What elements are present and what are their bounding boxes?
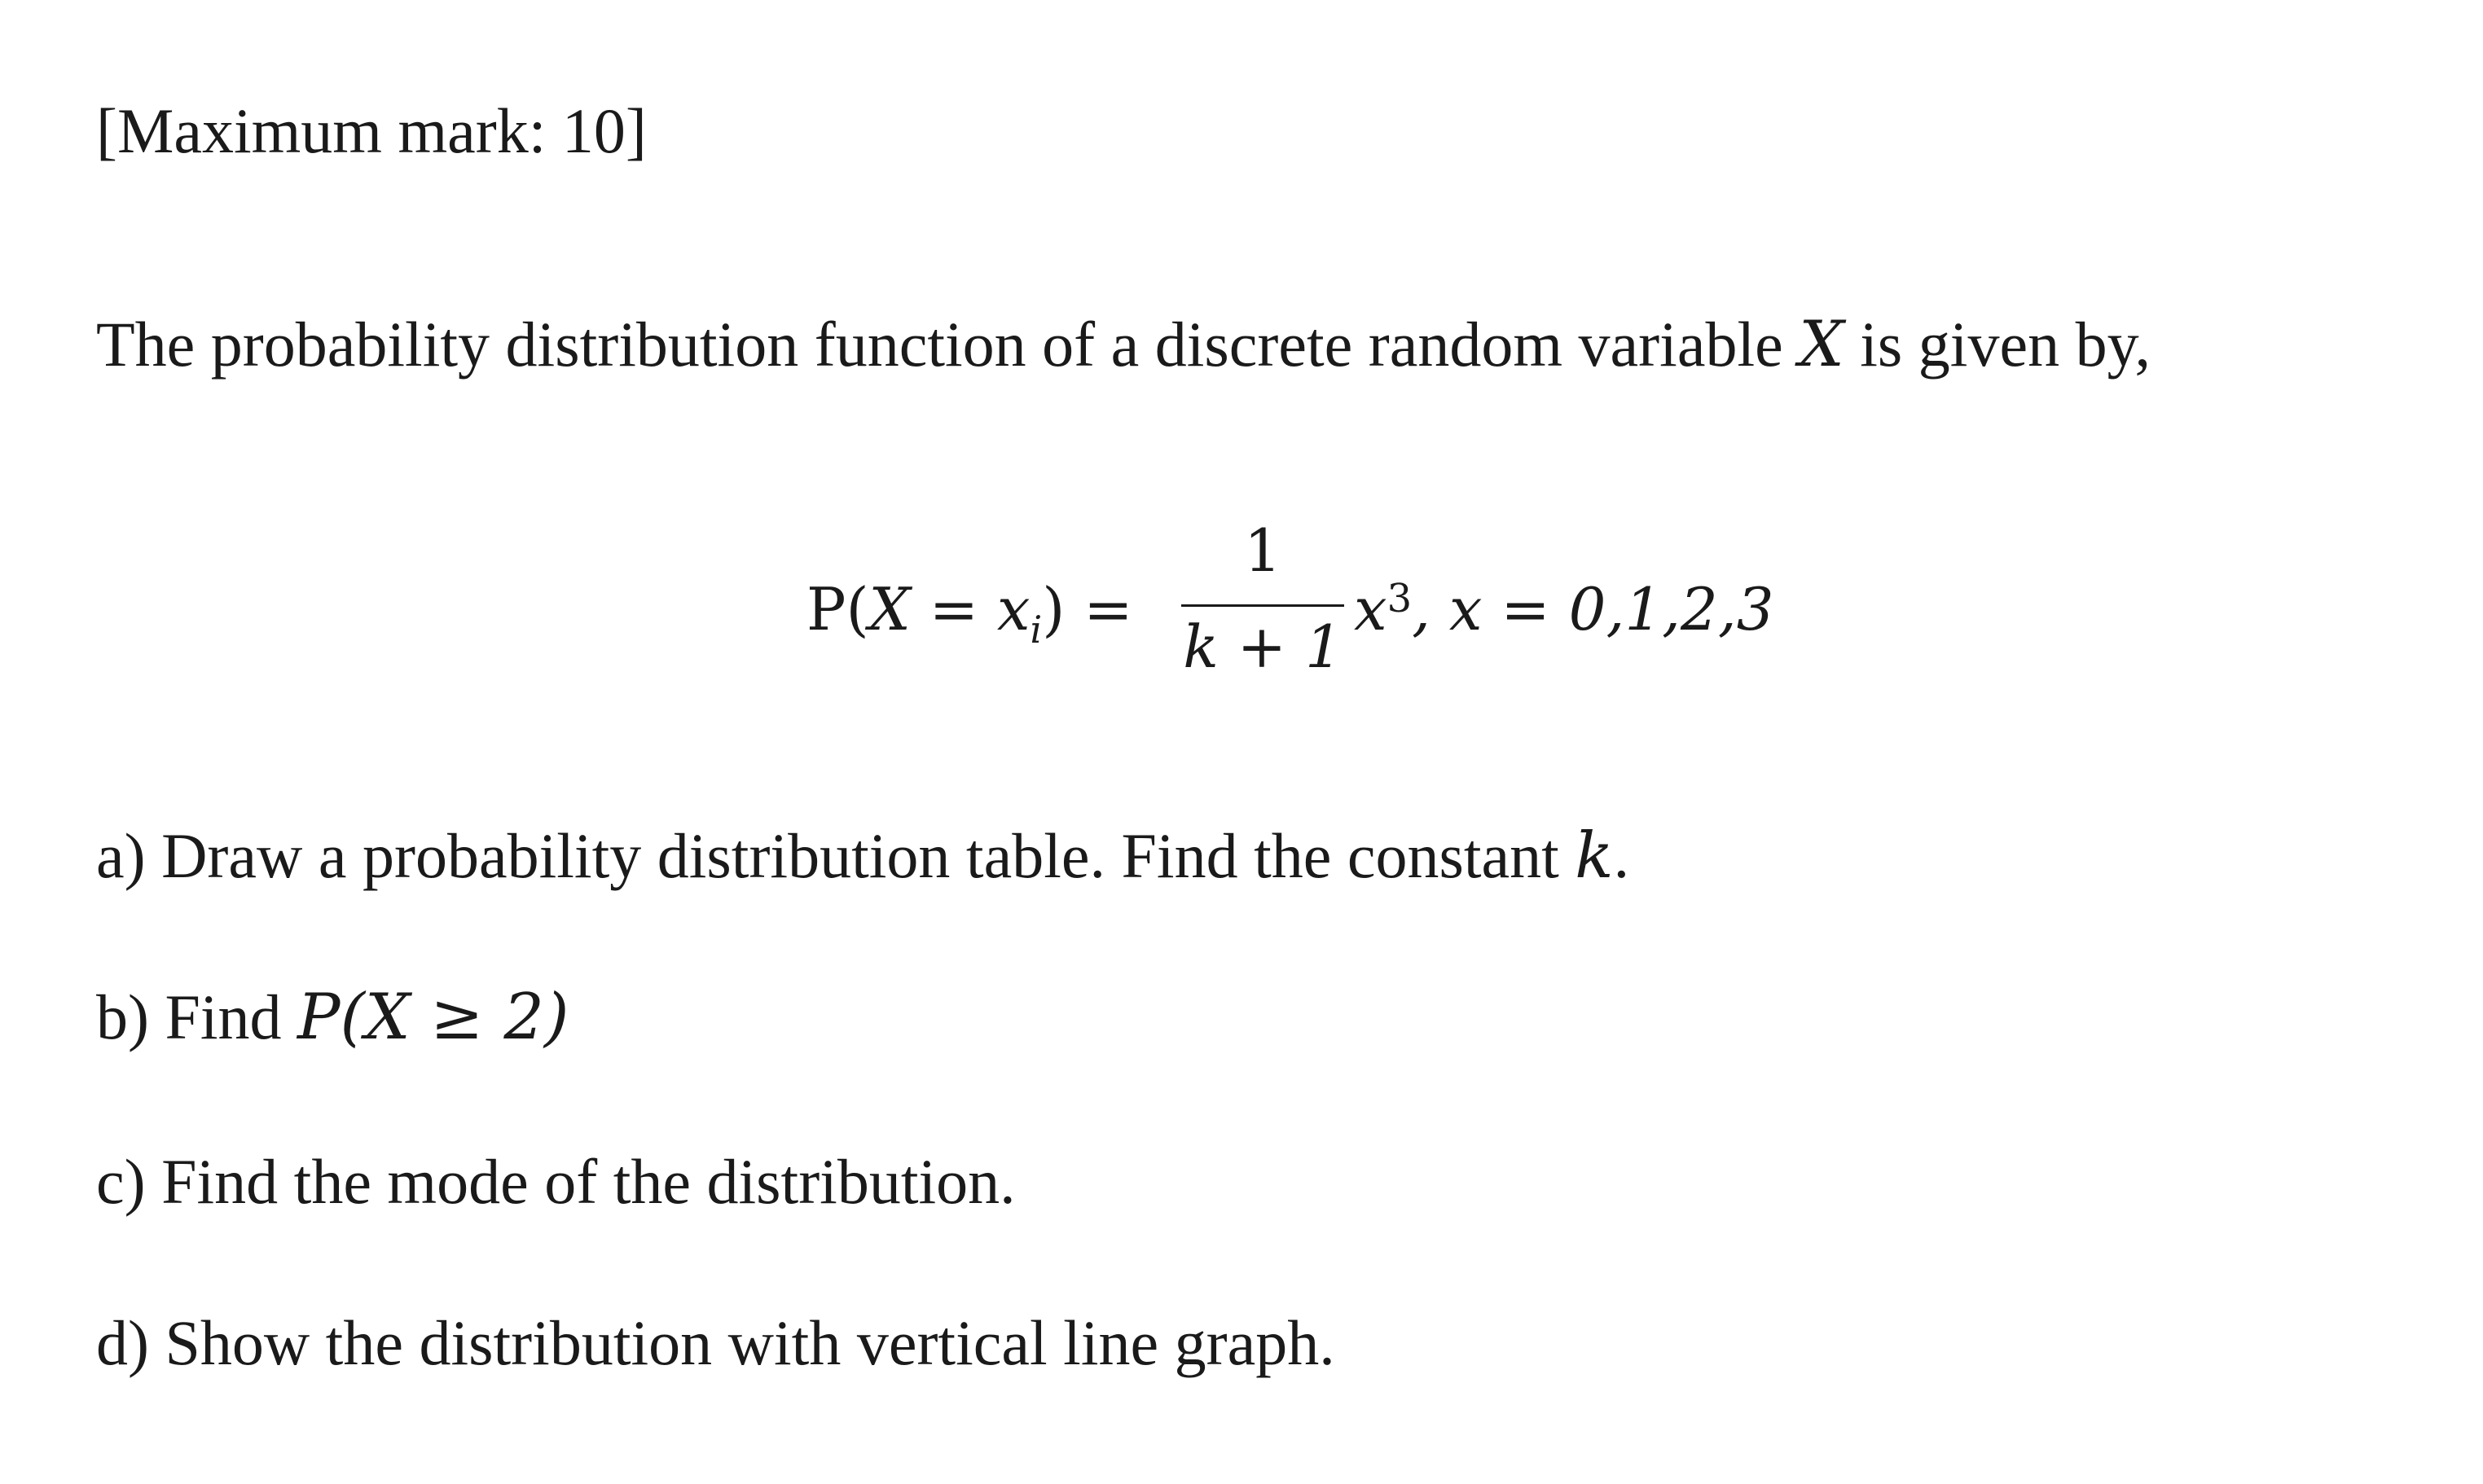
intro-variable: X — [1799, 308, 1844, 381]
part-b-math: P(X ≥ 2) — [297, 981, 569, 1054]
part-d — [96, 1307, 1335, 1378]
equation-fraction — [1181, 516, 1344, 684]
part-a-math: k — [1575, 819, 1614, 893]
maximum-mark-heading — [96, 95, 647, 166]
eq-lhs-subscript: i — [1030, 608, 1043, 652]
part-a-text: a) Draw a probability distribution table. Find the constant — [96, 820, 1575, 891]
part-d-text: d) Show the distribution with vertical line graph. — [96, 1307, 1335, 1378]
eq-lhs-var: X — [868, 575, 911, 643]
intro-text-after: is given by, — [1844, 309, 2151, 380]
eq-rhs-exponent: 3 — [1387, 576, 1413, 621]
fraction-numerator: 1 — [1244, 516, 1281, 585]
part-b — [96, 981, 569, 1054]
eq-rhs-domain: , x = 0,1,2,3 — [1412, 575, 1774, 643]
intro-text-before: The probability distribution function of a discrete random variable — [96, 309, 1800, 380]
part-a — [96, 819, 1630, 893]
part-c — [96, 1146, 1016, 1217]
equation-lhs — [806, 575, 1133, 652]
eq-rhs-x: x — [1354, 575, 1387, 643]
equation-rhs — [1354, 575, 1774, 643]
eq-lhs-prefix: P( — [806, 575, 869, 643]
eq-lhs-x: x — [996, 575, 1031, 643]
eq-lhs-equals: = — [910, 575, 997, 643]
part-a-end: . — [1613, 820, 1630, 891]
fraction-denominator: k + 1 — [1183, 612, 1343, 681]
maximum-mark-text: [Maximum mark: 10] — [96, 95, 647, 166]
fraction-bar — [1181, 604, 1344, 607]
part-b-text: b) Find — [96, 981, 298, 1052]
question-intro — [96, 308, 2151, 381]
eq-lhs-suffix: ) = — [1042, 575, 1133, 643]
part-c-text: c) Find the mode of the distribution. — [96, 1146, 1016, 1217]
